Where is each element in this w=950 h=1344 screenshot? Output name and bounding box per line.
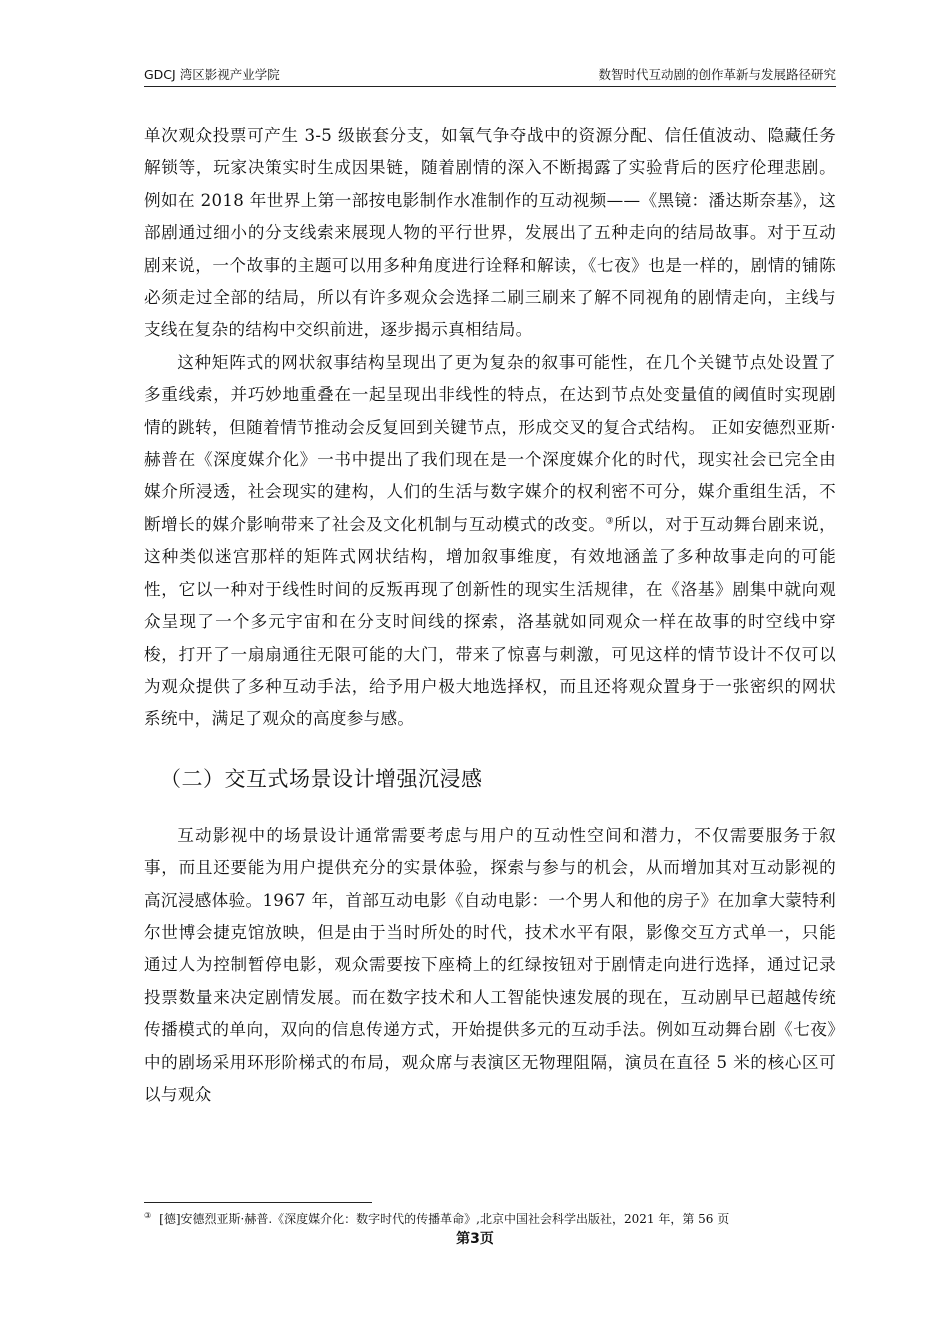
header-institution: GDCJ 湾区影视产业学院	[144, 67, 280, 82]
footnote-text: [德]安德烈亚斯·赫普.《深度媒介化：数字时代的传播革命》,北京中国社会科学出版社，2021 年，第 56 页	[159, 1212, 730, 1226]
footnote-divider	[144, 1202, 372, 1203]
paragraph-2-text: 这种矩阵式的网状叙事结构呈现出了更为复杂的叙事可能性，在几个关键节点处设置了多重线索，并巧妙地重叠在一起呈现出非线性的特点，在达到节点处变量值的阈值时实现剧情的跳转，但随着情节推动会反复回到关键节点，形成交叉的复合式结构。 正如安德烈亚斯·赫普在《深度媒介化》一书中提出了我们现在是一个深度媒介化的时代，现实社会已完全由媒介所浸透，社会现实的建构，人们的生活与数字媒介的权利密不可分，媒介重组生活，不断增长的媒介影响带来了社会及文化机制与互动模式的改变。	[144, 352, 836, 534]
paragraph-2	[144, 347, 836, 736]
header-paper-title: 数智时代互动剧的创作革新与发展路径研究	[598, 67, 836, 82]
page-number: 第3页	[456, 1231, 494, 1247]
section-heading: （二）交互式场景设计增强沉浸感	[160, 766, 483, 791]
paragraph-2-continued: 所以，对于互动舞台剧来说，这种类似迷宫那样的矩阵式网状结构，增加叙事维度，有效地涵盖了多种故事走向的可能性，它以一种对于线性时间的反叛再现了创新性的现实生活规律，在《洛基》剧集中就向观众呈现了一个多元宇宙和在分支时间线的探索，洛基就如同观众一样在故事的时空线中穿梭，打开了一扇扇通往无限可能的大门，带来了惊喜与刺激，可见这样的情节设计不仅可以为观众提供了多种互动手法，给予用户极大地选择权，而且还将观众置身于一张密织的网状系统中，满足了观众的高度参与感。	[144, 514, 836, 729]
footnote-reference: ③	[605, 516, 615, 527]
page-header	[144, 66, 836, 87]
body-text	[144, 120, 836, 1111]
footnote	[144, 1211, 844, 1227]
paragraph-1: 单次观众投票可产生 3-5 级嵌套分支，如氧气争夺战中的资源分配、信任值波动、隐藏任务解锁等，玩家决策实时生成因果链，随着剧情的深入不断揭露了实验背后的医疗伦理悲剧。例如在 2018 年世界上第一部按电影制作水准制作的互动视频——《黑镜：潘达斯奈基》，这部剧通过细小的分支线索来展现人物的平行世界，发展出了五种走向的结局故事。对于互动剧来说，一个故事的主题可以用多种角度进行诠释和解读，《七夜》也是一样的，剧情的铺陈必须走过全部的结局，所以有许多观众会选择二刷三刷来了解不同视角的剧情走向，主线与支线在复杂的结构中交织前进，逐步揭示真相结局。	[144, 126, 836, 340]
footnote-marker: ③	[144, 1211, 152, 1220]
paragraph-3: 互动影视中的场景设计通常需要考虑与用户的互动性空间和潜力，不仅需要服务于叙事，而且还要能为用户提供充分的实景体验，探索与参与的机会，从而增加其对互动影视的高沉浸感体验。1967 年，首部互动电影《自动电影：一个男人和他的房子》在加拿大蒙特利尔世博会捷克馆放映，但是由于当时所处的时代，技术水平有限，影像交互方式单一，只能通过人为控制暂停电影，观众需要按下座椅上的红绿按钮对于剧情走向进行选择，通过记录投票数量来决定剧情发展。而在数字技术和人工智能快速发展的现在，互动剧早已超越传统传播模式的单向，双向的信息传递方式，开始提供多元的互动手法。例如互动舞台剧《七夜》中的剧场采用环形阶梯式的布局，观众席与表演区无物理阻隔，演员在直径 5 米的核心区可以与观众	[144, 825, 836, 1104]
